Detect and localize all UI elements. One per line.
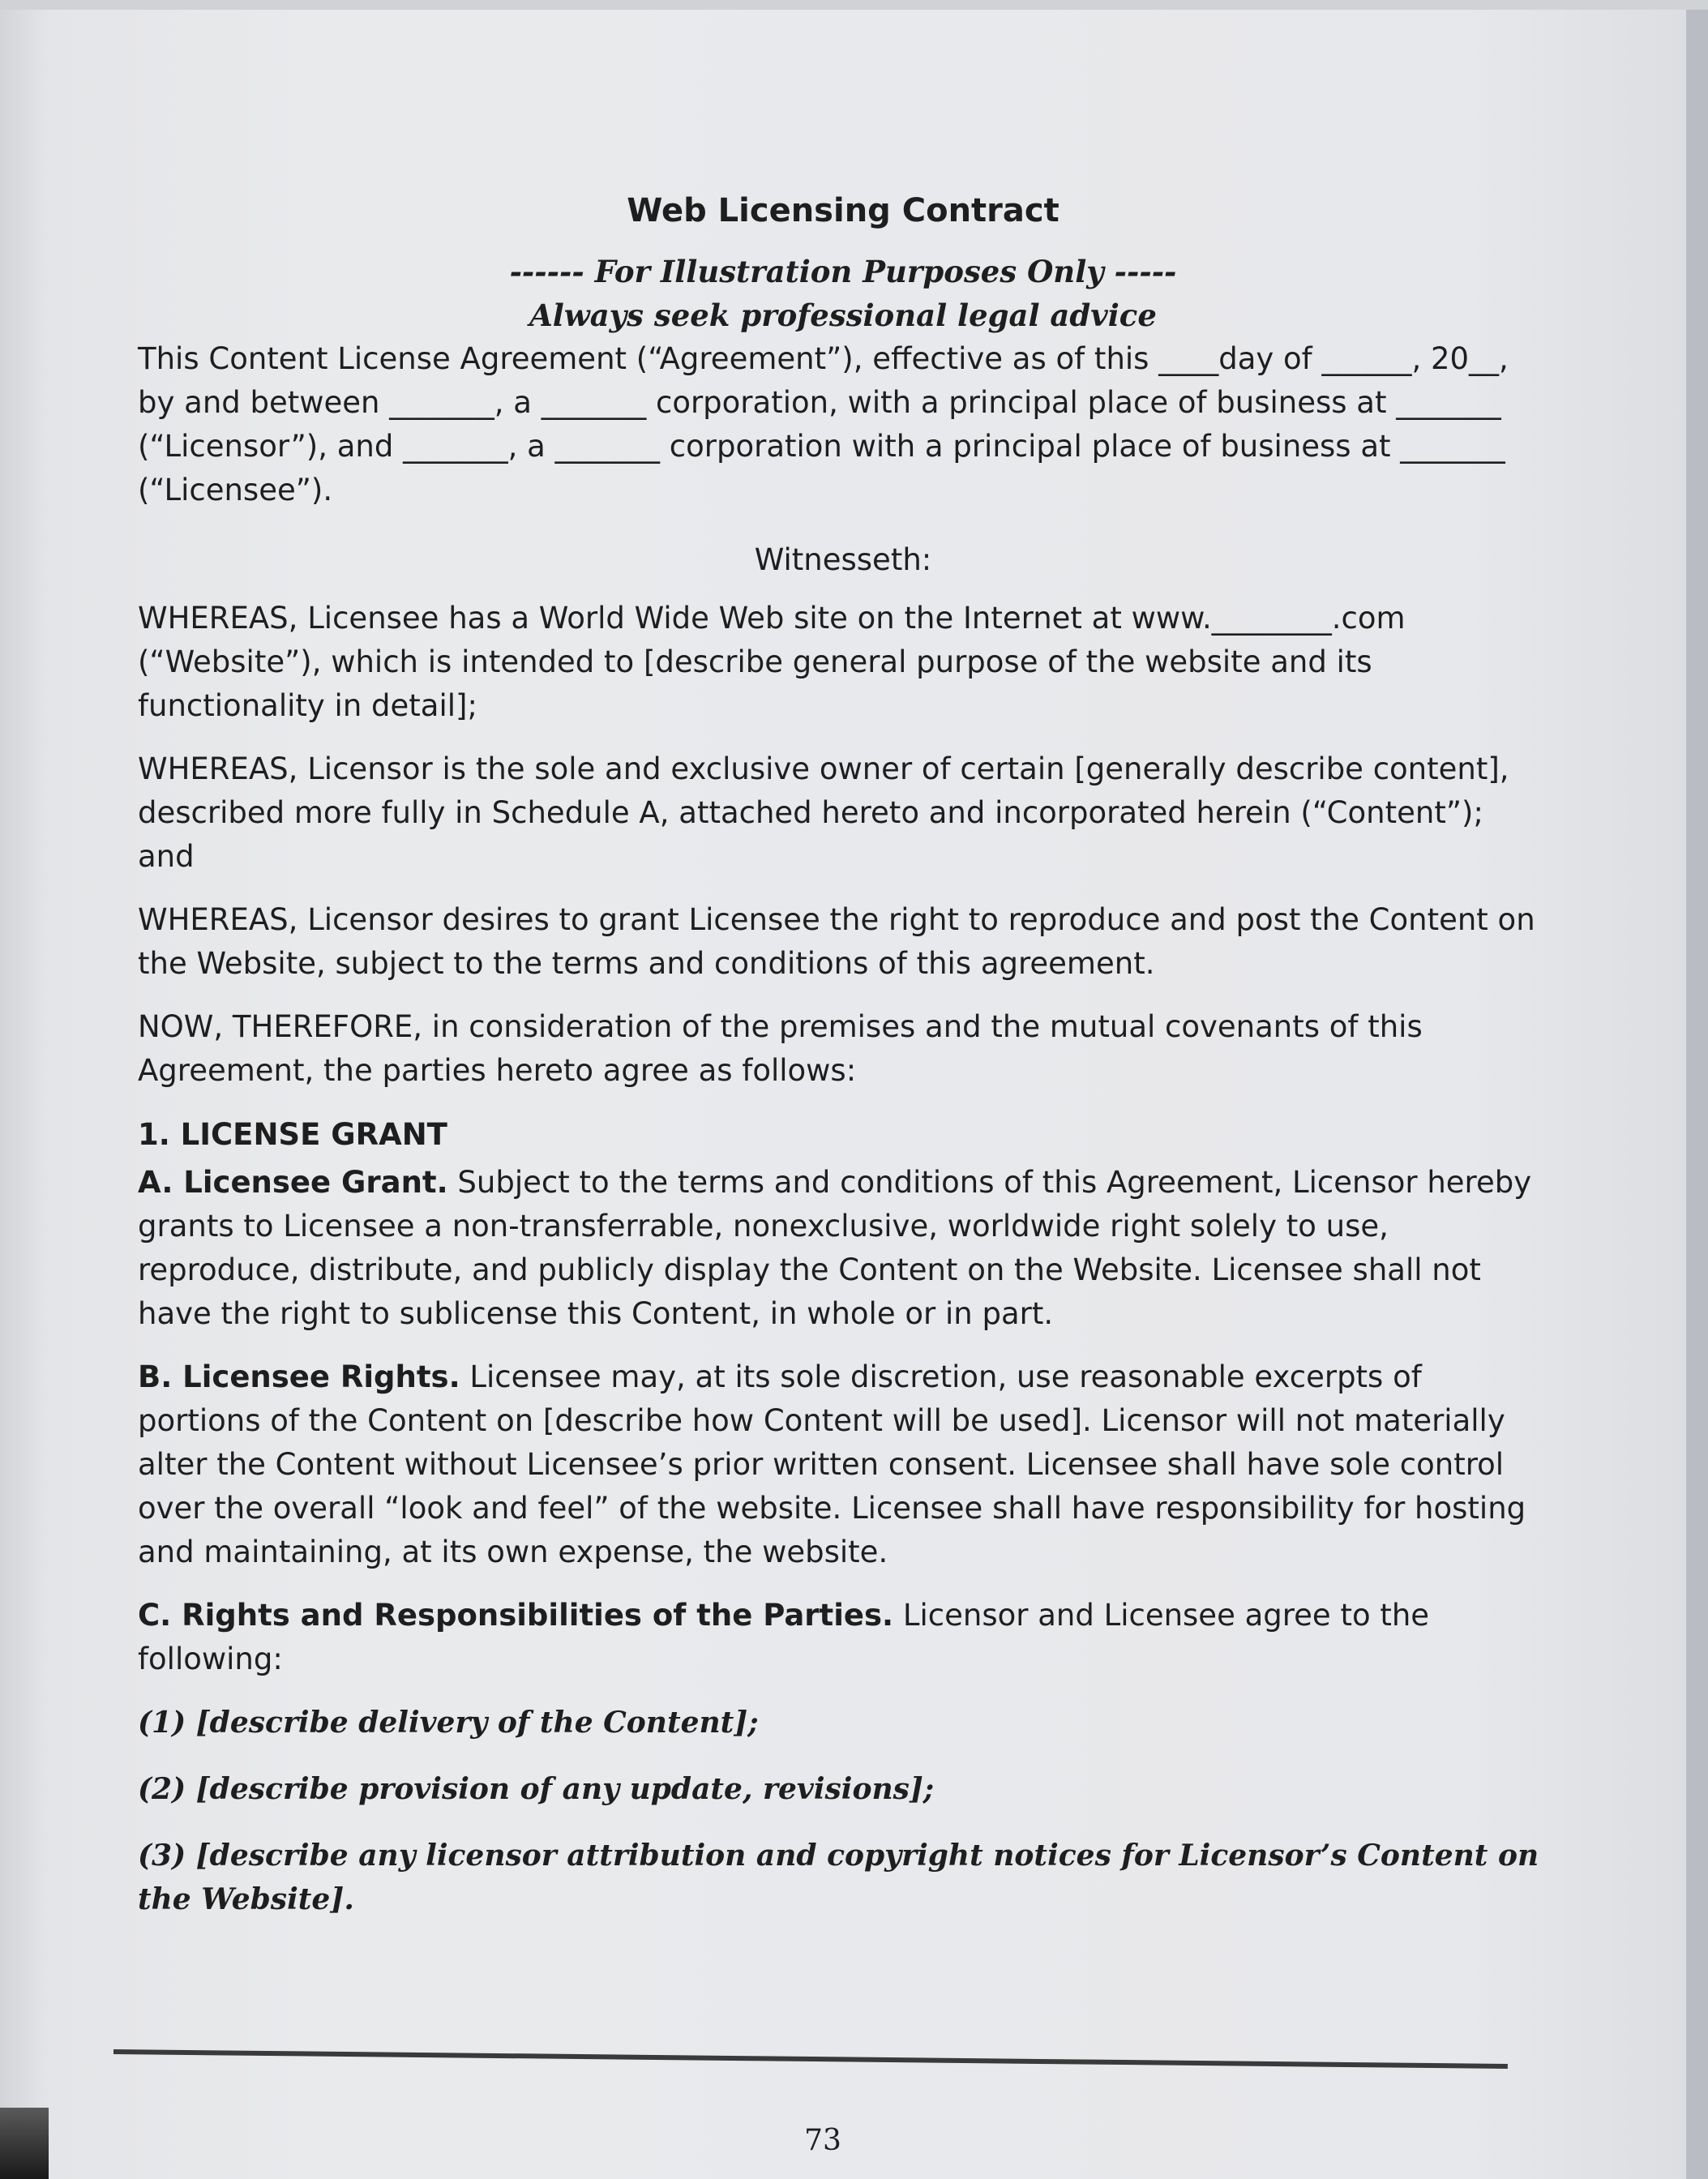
- intro-paragraph: This Content License Agreement (“Agreement”), effective as of this ____day of ______, 20__, by and between _______, a _______ corporation, with a principal place of business at _______ (“Licensor”), and _______, a _______ corporation with a principal place of business at _______ (“Licensee”).: [138, 341, 1509, 507]
- list-item-1: (1) [describe delivery of the Content];: [138, 1706, 759, 1740]
- clause-c-text: Licensor and Licensee agree to the following:: [138, 1598, 1430, 1676]
- clause-b-text: Licensee may, at its sole discretion, use reasonable excerpts of portions of the Content on [describe how Content will be used]. Licensor will not materially alter the Content without Licensee’s prior written consent. Licensee shall have sole control over the overall “look and feel” of the website. Licensee shall have responsibility for hosting and maintaining, at its own expense, the website.: [138, 1359, 1526, 1569]
- whereas-paragraph-1: WHEREAS, Licensee has a World Wide Web site on the Internet at www.________.com (“Website”), which is intended to [describe general purpose of the website and its functionality in detail];: [138, 601, 1406, 723]
- clause-b-title: B. Licensee Rights.: [138, 1359, 460, 1394]
- list-item-3: (3) [describe any licensor attribution and copyright notices for Licensor’s Content on the Website].: [138, 1839, 1539, 1916]
- clause-c-title: C. Rights and Responsibilities of the Parties.: [138, 1598, 894, 1633]
- page-top-edge: [0, 0, 1708, 10]
- now-therefore-paragraph: NOW, THEREFORE, in consideration of the premises and the mutual covenants of this Agreement, the parties hereto agree as follows:: [138, 1009, 1423, 1088]
- clause-c: [138, 1594, 1548, 1681]
- document-title: Web Licensing Contract: [627, 192, 1059, 229]
- document-subtitle-1: ------ For Illustration Purposes Only -----: [509, 254, 1177, 289]
- whereas-paragraph-3: WHEREAS, Licensor desires to grant Licensee the right to reproduce and post the Content on the Website, subject to the terms and conditions of this agreement.: [138, 902, 1535, 981]
- document-body: [138, 186, 1548, 1944]
- witnesseth-heading: Witnesseth:: [754, 542, 932, 577]
- page-number: 73: [804, 2124, 841, 2157]
- clause-a: [138, 1161, 1548, 1336]
- clause-a-text: Subject to the terms and conditions of this Agreement, Licensor hereby grants to Licensee a non-transferrable, nonexclusive, worldwide right solely to use, reproduce, distribute, and publicly display the Content on the Website. Licensee shall not have the right to sublicense this Content, in whole or in part.: [138, 1165, 1532, 1331]
- clause-b: [138, 1355, 1548, 1574]
- list-item-2: (2) [describe provision of any update, revisions];: [138, 1772, 935, 1806]
- page-edge: [1686, 0, 1708, 2179]
- document-subtitle-2: Always seek professional legal advice: [529, 298, 1157, 333]
- whereas-paragraph-2: WHEREAS, Licensor is the sole and exclusive owner of certain [generally describe content], described more fully in Schedule A, attached hereto and incorporated herein (“Content”); and: [138, 751, 1509, 874]
- clause-a-title: A. Licensee Grant.: [138, 1165, 448, 1200]
- section-1-heading: 1. LICENSE GRANT: [138, 1117, 447, 1152]
